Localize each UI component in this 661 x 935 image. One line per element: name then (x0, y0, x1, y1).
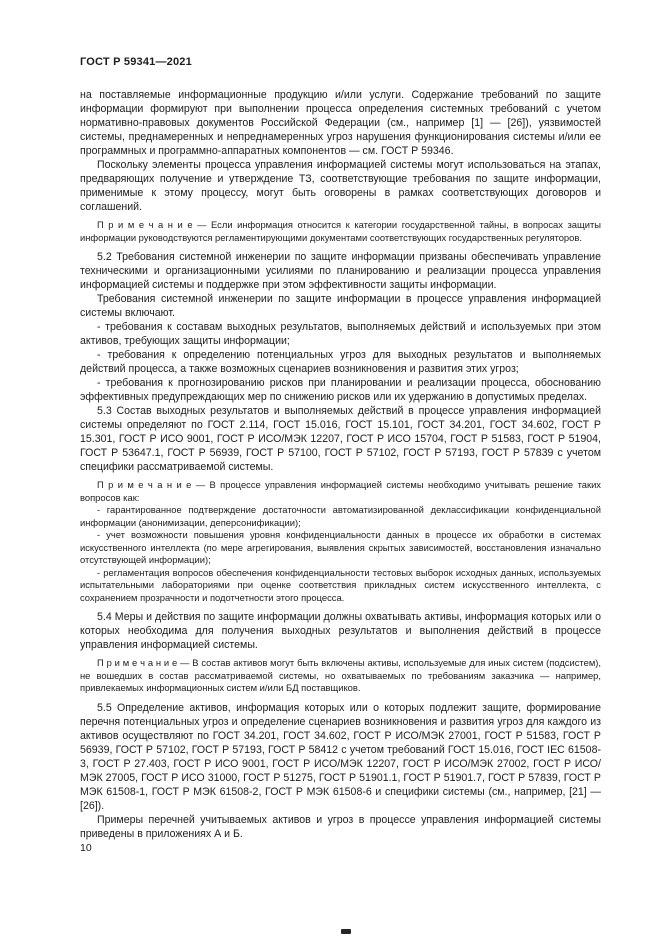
note-list-item-2: - учет возможности повышения уровня конфиденциальности данных в процессе их обработки в системах искусственного интеллекта (по мере агрегирования, выявления скрытых зависимостей, восстановления изначально отсутствующей информации); (80, 529, 601, 565)
scan-artifact-mark (341, 929, 351, 934)
note-information-management (80, 479, 601, 604)
note-lead: П р и м е ч а н и е — В процессе управления информацией системы необходимо учитывать решение таких вопросов как: (80, 479, 601, 503)
intro-paragraph-continued: на поставляемые информационные продукцию и/или услуги. Содержание требований по защите информации формируют при выполнении процесса определения системных требований с учетом нормативно-правовых документов Российской Федерации (см., например [1] — [26]), уязвимостей системы, преднамеренных и непреднамеренных угроз нарушения функционирования системы и/или ее программных и программно-аппаратных компонентов — см. ГОСТ Р 59346. (80, 89, 601, 157)
document-body (80, 88, 601, 841)
clause-5-5-paragraph: 5.5 Определение активов, информация которых или о которых подлежит защите, формирование перечня потенциальных угроз и определение сценариев возникновения и развития угроз для каждого из активов осуществляют по ГОСТ 34.201, ГОСТ 34.602, ГОСТ Р ИСО/МЭК 27001, ГОСТ Р 51583, ГОСТ Р 56939, ГОСТ Р 57102, ГОСТ Р 57193, ГОСТ Р 58412 с учетом требований ГОСТ 15.016, ГОСТ IEC 61508-3, ГОСТ Р 27.403, ГОСТ Р ИСО 9001, ГОСТ Р ИСО/МЭК 12207, ГОСТ Р ИСО/МЭК 27002, ГОСТ Р ИСО/МЭК 27005, ГОСТ Р ИСО 31000, ГОСТ Р 51275, ГОСТ Р 51901.1, ГОСТ Р 51901.7, ГОСТ Р 57839, ГОСТ Р МЭК 61508-1, ГОСТ Р МЭК 61508-2, ГОСТ Р МЭК 61508-6 и специфики системы (см., например, [21] — [26]). (80, 701, 601, 812)
clause-5-3-paragraph: 5.3 Состав выходных результатов и выполняемых действий в процессе управления информацией системы определяют по ГОСТ 2.114, ГОСТ 15.016, ГОСТ 15.101, ГОСТ 34.201, ГОСТ 34.602, ГОСТ Р 15.301, ГОСТ Р ИСО 9001, ГОСТ Р ИСО/МЭК 12207, ГОСТ Р ИСО 15704, ГОСТ Р 51583, ГОСТ Р 51904, ГОСТ Р 53647.1, ГОСТ Р 56939, ГОСТ Р 57100, ГОСТ Р 57102, ГОСТ Р 57193, ГОСТ Р 57839 с учетом специфики рассматриваемой системы. (80, 405, 601, 473)
note-list-item-3: - регламентация вопросов обеспечения конфиденциальности тестовых выборок исходных данных, используемых испытательными лабораториями при оценке соответствия прикладных систем искусственного интеллекта, с сохранением прозрачности и подотчетности этого процесса. (80, 566, 601, 603)
requirements-list-item-1: - требования к составам выходных результатов, выполняемых действий и используемых при этом активов, требующих защиты информации; (80, 321, 601, 347)
document-number-header: ГОСТ Р 59341—2021 (80, 56, 192, 68)
note-list-item-1: - гарантированное подтверждение достаточности автоматизированной деклассификации конфиденциальной информации (анонимизации, деперсонификации); (80, 504, 601, 528)
clause-5-4-paragraph: 5.4 Меры и действия по защите информации должны охватывать активы, информация которых или о которых необходима для получения выходных результатов и выполнения действий в процессе управления информацией системы. (80, 611, 601, 651)
note-assets (80, 657, 601, 695)
note-state-secret (80, 219, 601, 244)
note-text: П р и м е ч а н и е — Если информация относится к категории государственной тайны, в вопросах защиты информации руководствуются регламентирующими документами соответствующих государственных регуляторов. (80, 219, 601, 243)
intro-paragraph-2: Поскольку элементы процесса управления информацией системы могут использоваться на этапах, предваряющих получение и утверждение ТЗ, соответствующие требования по защите информации, применимые к этому процессу, могут быть оговорены в рамках соответствующих договоров и соглашений. (80, 159, 601, 213)
requirements-list-item-2: - требования к определению потенциальных угроз для выходных результатов и выполняемых действий процесса, а также возможных сценариев возникновения и развития этих угроз; (80, 349, 601, 375)
page-number: 10 (80, 842, 92, 854)
appendix-reference-paragraph: Примеры перечней учитываемых активов и угроз в процессе управления информацией системы приведены в приложениях А и Б. (80, 813, 601, 840)
clause-5-2-requirements-lead: Требования системной инженерии по защите информации в процессе управления информацией системы включают. (80, 293, 601, 319)
requirements-list-item-3: - требования к прогнозированию рисков при планировании и реализации процесса, обоснованию эффективных предупреждающих мер по снижению рисков или их удержанию в допустимых пределах. (80, 377, 601, 403)
note-text: П р и м е ч а н и е — В состав активов могут быть включены активы, используемые для иных систем (подсистем), не вошедших в состав рассматриваемой системы, но охватываемых по требованиям заказчика — например, привлекаемых информационных систем и/или БД поставщиков. (80, 657, 601, 693)
clause-5-2-paragraph: 5.2 Требования системной инженерии по защите информации призваны обеспечивать управление техническими и организационными усилиями по планированию и реализации процесса управления информацией системы и поддержке при этом эффективности защиты информации. (80, 251, 601, 291)
